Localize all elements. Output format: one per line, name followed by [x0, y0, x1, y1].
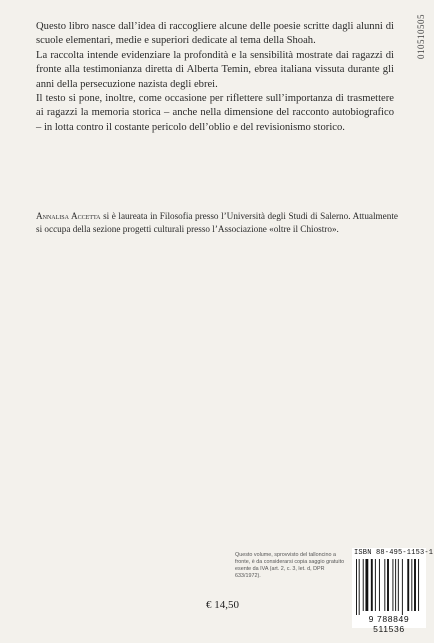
barcode-bar [371, 559, 373, 611]
author-bio-text: si è laureata in Filosofia presso l’Università degli Studi di Salerno. Attualmente si occupa della sezione progetti culturali presso l’Associazione «oltre il Chiostro». [36, 211, 398, 234]
barcode-bar [379, 559, 380, 611]
barcode-bar [384, 559, 385, 611]
barcode-bar [375, 559, 376, 611]
price: € 14,50 [206, 599, 239, 611]
barcode-bar [411, 559, 412, 611]
fine-print: Questo volume, sprovvisto del talloncino a fronte, è da considerarsi copia saggio gratuito esente da IVA (art. 2, c. 3, let. d, DPR 633/1972). [235, 552, 345, 579]
barcode-bar [363, 559, 364, 611]
barcode-bar [414, 559, 416, 611]
blurb-paragraph: Questo libro nasce dall’idea di raccogliere alcune delle poesie scritte dagli alunni di scuole elementari, medie e superiori dedicate al tema della Shoah. [36, 21, 394, 47]
barcode [352, 548, 434, 634]
barcode-bar [387, 559, 389, 611]
blurb-paragraph: Il testo si pone, inoltre, come occasione per riflettere sull’importanza di trasmettere ai ragazzi la memoria storica – anche nella dimensione del racconto autobiografico – in lotta contro il costante pericolo dell’oblio e del revisionismo storico. [36, 93, 394, 133]
cover-blurb [36, 20, 394, 135]
ean-number: 9 788849 511536 [368, 614, 410, 634]
barcode-bar [365, 559, 368, 611]
barcode-bar [359, 559, 360, 615]
author-name: Annalisa Accetta [36, 211, 101, 221]
barcode-bar [418, 559, 419, 611]
barcode-bar [356, 559, 357, 615]
author-bio [36, 210, 398, 235]
isbn-text: ISBN 88-495-1153-1 [354, 549, 434, 557]
barcode-bar [398, 559, 399, 611]
barcode-bar [402, 559, 403, 615]
side-code: 010510505 [416, 14, 426, 59]
barcode-bar [407, 559, 409, 611]
blurb-paragraph: La raccolta intende evidenziare la profondità e la sensibilità mostrate dai ragazzi di fronte alla testimonianza diretta di Alberta Temin, ebrea italiana vissuta durante gli anni della persecuzione nazista degli ebrei. [36, 49, 394, 90]
barcode-bars [356, 559, 422, 615]
barcode-bar [392, 559, 393, 611]
barcode-bar [395, 559, 396, 611]
